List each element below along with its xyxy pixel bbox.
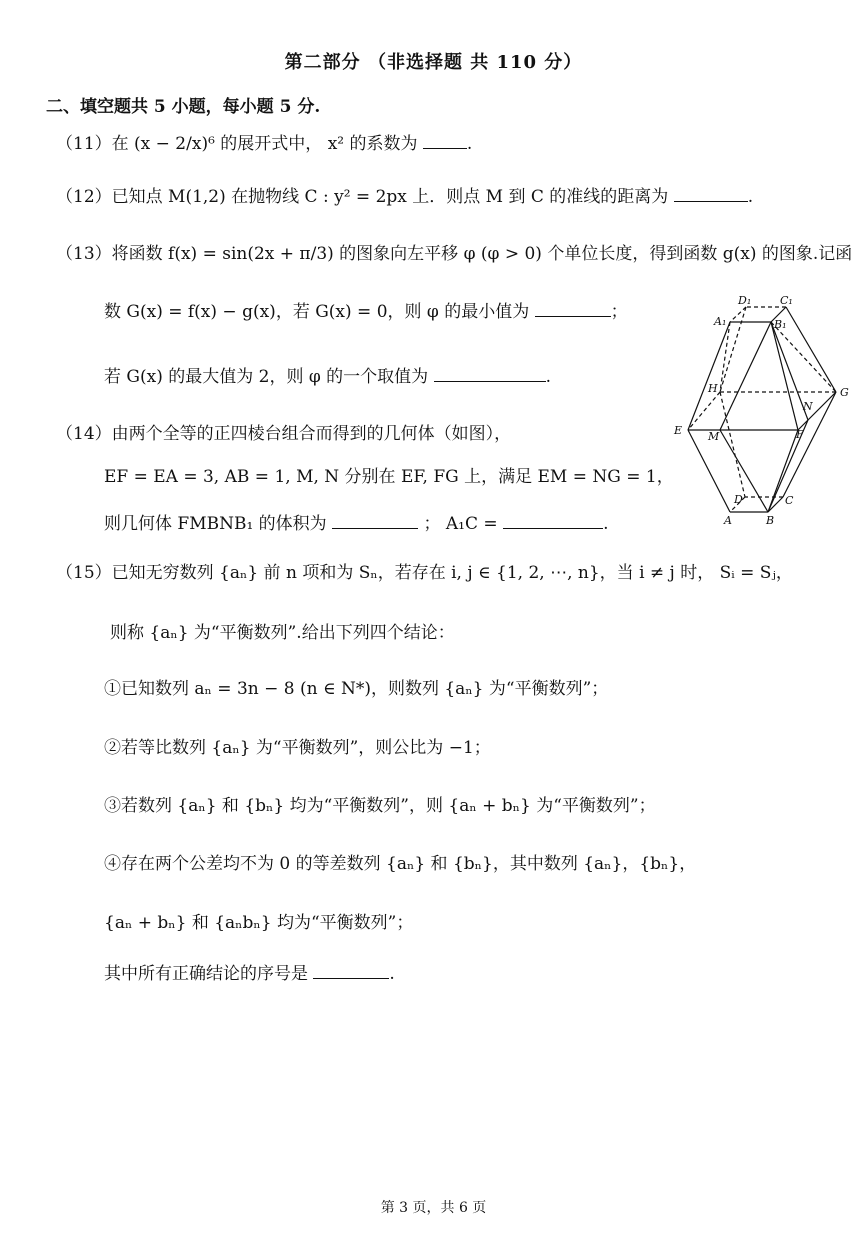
label-C1: C₁	[780, 294, 793, 307]
label-M: M	[708, 430, 720, 443]
conclusion-4-text-2: {aₙ + bₙ} 和 {aₙbₙ} 均为“平衡数列”；	[104, 913, 414, 933]
question-14-text-3a: 则几何体 FMBNB₁ 的体积为	[104, 514, 327, 534]
question-15-text-2: 则称 {aₙ} 为“平衡数列”.给出下列四个结论：	[110, 623, 455, 643]
section-heading: 二、填空题共 5 小题，每小题 5 分.	[46, 97, 321, 117]
answer-blank-12	[674, 185, 748, 202]
question-14-text-1: （14）由两个全等的正四棱台组合而得到的几何体（如图），	[56, 424, 512, 444]
label-B1: B₁	[774, 318, 787, 331]
question-13-line-2: 数 G(x) = f(x) − g(x)，若 G(x) = 0，则 φ 的最小值为 ；	[104, 302, 628, 322]
question-15-line-2	[110, 622, 455, 644]
label-D: D	[734, 493, 743, 506]
question-13-line-1	[56, 243, 852, 265]
question-14-line-1	[56, 423, 511, 445]
question-13-text-3: 若 G(x) 的最大值为 2，则 φ 的一个取值为	[104, 367, 429, 387]
page-title: 第二部分 （非选择题 共 110 分）	[284, 52, 583, 73]
question-14-line-3: 则几何体 FMBNB₁ 的体积为 ； A₁C = .	[104, 514, 609, 534]
label-F: F	[796, 428, 804, 441]
conclusion-2	[104, 737, 491, 759]
label-N: N	[803, 400, 813, 413]
polyhedron-figure	[668, 292, 858, 532]
question-13-line-3: 若 G(x) 的最大值为 2，则 φ 的一个取值为 .	[104, 367, 551, 387]
label-D1: D₁	[738, 294, 752, 307]
label-C: C	[785, 494, 794, 507]
question-15-text-1: （15）已知无穷数列 {aₙ} 前 n 项和为 Sₙ，若存在 i, j ∈ {1, 2, ⋯, n}，当 i ≠ j 时， Sᵢ = Sⱼ，	[56, 563, 793, 583]
label-G: G	[840, 386, 849, 399]
question-15-line-1	[56, 562, 793, 584]
answer-blank-14a	[332, 512, 418, 529]
question-13-text-1: （13）将函数 f(x) = sin(2x + π/3) 的图象向左平移 φ (φ > 0) 个单位长度，得到函数 g(x) 的图象.记函	[56, 244, 853, 264]
conclusion-4-text-1: ④存在两个公差均不为 0 的等差数列 {aₙ} 和 {bₙ}，其中数列 {aₙ}，{bₙ}，	[104, 854, 697, 874]
answer-blank-14b	[503, 512, 603, 529]
conclusion-3	[104, 795, 656, 817]
answer-blank-13a	[535, 300, 611, 317]
conclusion-3-text: ③若数列 {aₙ} 和 {bₙ} 均为“平衡数列”，则 {aₙ + bₙ} 为“平衡数列”；	[104, 796, 656, 816]
question-15-ask-text: 其中所有正确结论的序号是	[104, 964, 308, 984]
label-B: B	[766, 514, 775, 527]
question-15-ask: 其中所有正确结论的序号是 .	[104, 964, 395, 984]
conclusion-4-line-2	[104, 912, 413, 934]
question-11-text: （11）在 (x − 2/x)⁶ 的展开式中， x² 的系数为	[56, 134, 418, 154]
conclusion-1-text: ①已知数列 aₙ = 3n − 8 (n ∈ N*)，则数列 {aₙ} 为“平衡数列”；	[104, 679, 609, 699]
label-H: H	[708, 382, 718, 395]
page-footer: 第 3 页，共 6 页	[380, 1200, 487, 1216]
label-E: E	[674, 424, 683, 437]
question-12: （12）已知点 M(1,2) 在抛物线 C : y² = 2px 上．则点 M 到 C 的准线的距离为 .	[56, 187, 754, 207]
question-11: （11）在 (x − 2/x)⁶ 的展开式中， x² 的系数为 .	[56, 134, 473, 154]
answer-blank-11	[423, 132, 467, 149]
label-A: A	[724, 514, 732, 527]
question-12-text: （12）已知点 M(1,2) 在抛物线 C : y² = 2px 上．则点 M 到 C 的准线的距离为	[56, 187, 669, 207]
question-14-line-2	[104, 466, 674, 488]
answer-blank-15	[313, 962, 389, 979]
answer-blank-13b	[434, 365, 546, 382]
conclusion-4-line-1	[104, 853, 696, 875]
label-A1: A₁	[714, 315, 727, 328]
question-14-text-2: EF = EA = 3, AB = 1, M, N 分别在 EF, FG 上，满足 EM = NG = 1，	[104, 467, 674, 487]
conclusion-1	[104, 678, 608, 700]
conclusion-2-text: ②若等比数列 {aₙ} 为“平衡数列”，则公比为 −1；	[104, 738, 491, 758]
question-14-text-3b: ； A₁C =	[423, 514, 498, 534]
question-13-text-2: 数 G(x) = f(x) − g(x)，若 G(x) = 0，则 φ 的最小值为	[104, 302, 530, 322]
